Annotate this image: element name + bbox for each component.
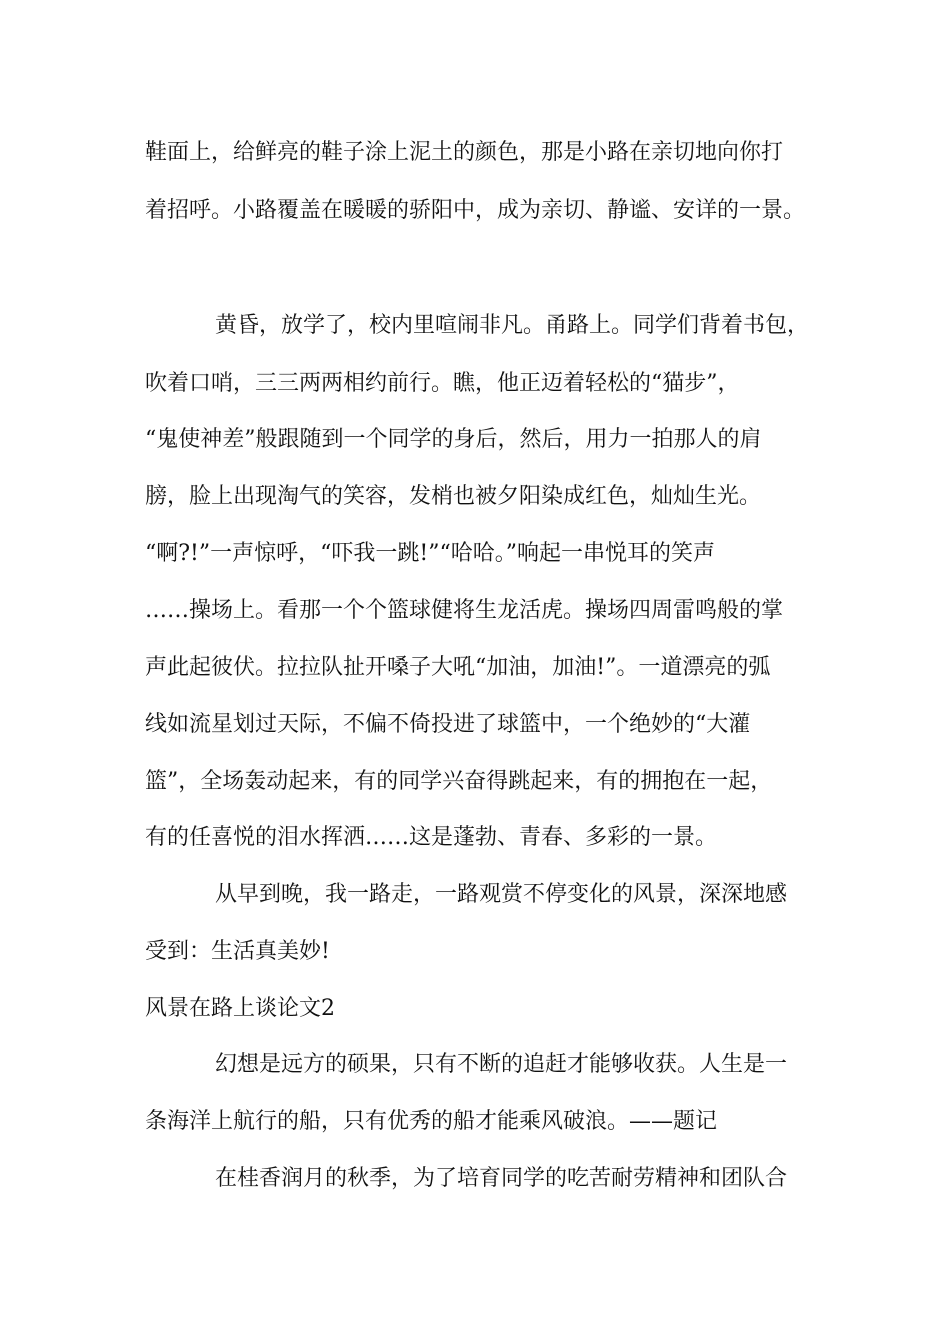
text-line: “啊?!”一声惊呼，“吓我一跳!”“哈哈。”响起一串悦耳的笑声 [145, 541, 715, 566]
text-line: 篮”，全场轰动起来，有的同学兴奋得跳起来，有的拥抱在一起， [145, 769, 773, 794]
section-title: 风景在路上谈论文2 [145, 996, 335, 1021]
text-line: 线如流星划过天际，不偏不倚投进了球篮中，一个绝妙的“大灌 [145, 712, 751, 737]
text-line: 条海洋上航行的船，只有优秀的船才能乘风破浪。——题记 [145, 1109, 718, 1134]
text-line: 鞋面上，给鲜亮的鞋子涂上泥土的颜色，那是小路在亲切地向你打 [145, 140, 784, 165]
text-line: 有的任喜悦的泪水挥洒……这是蓬勃、青春、多彩的一景。 [145, 825, 718, 850]
text-line: 着招呼。小路覆盖在暖暖的骄阳中，成为亲切、静谧、安详的一景。 [145, 198, 806, 223]
text-line: 在桂香润月的秋季，为了培育同学的吃苦耐劳精神和团队合 [215, 1166, 788, 1191]
text-line: 黄昏，放学了，校内里喧闹非凡。甬路上。同学们背着书包， [215, 313, 810, 338]
text-line: “鬼使神差”般跟随到一个同学的身后，然后，用力一拍那人的肩 [145, 427, 762, 452]
text-line: 从早到晚，我一路走，一路观赏不停变化的风景，深深地感 [215, 882, 788, 907]
text-line: 膀，脸上出现淘气的笑容，发梢也被夕阳染成红色，灿灿生光。 [145, 484, 762, 509]
text-line: ……操场上。看那一个个篮球健将生龙活虎。操场四周雷鸣般的掌 [145, 598, 784, 623]
text-line: 声此起彼伏。拉拉队扯开嗓子大吼“加油，加油!”。一道漂亮的弧 [145, 655, 771, 680]
text-line: 幻想是远方的硕果，只有不断的追赶才能够收获。人生是一 [215, 1052, 788, 1077]
text-line: 吹着口哨，三三两两相约前行。瞧，他正迈着轻松的“猫步”， [145, 371, 740, 396]
text-line: 受到：生活真美妙! [145, 939, 330, 964]
